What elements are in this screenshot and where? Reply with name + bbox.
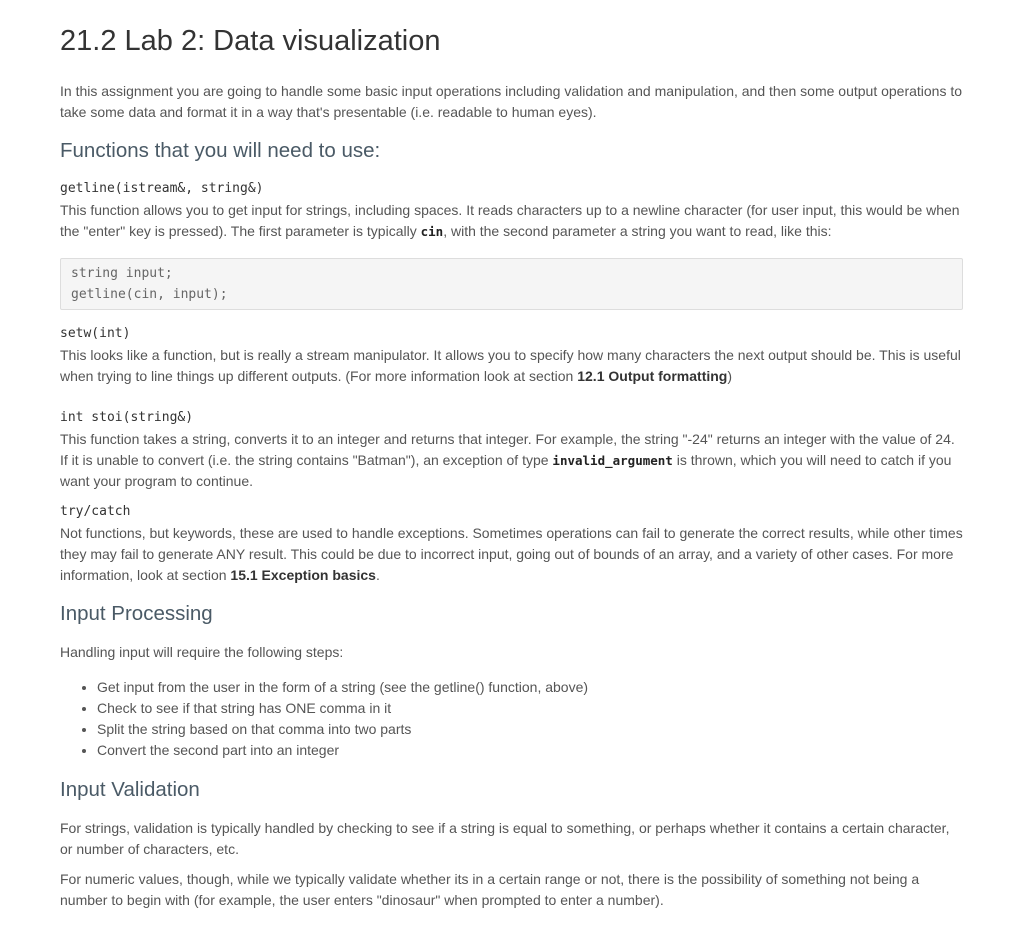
input-steps-list: [60, 677, 964, 761]
invalid-argument-code: invalid_argument: [552, 453, 673, 468]
getline-section: [60, 179, 964, 242]
list-item: • Get input from the user in the form of a string (see the getline() function, above): [97, 677, 964, 698]
code-line: string input;: [71, 266, 173, 281]
trycatch-description: Not functions, but keywords, these are used to handle exceptions. Sometimes operations can fail to generate the correct results, while other times they may fail to generate ANY result. This could be due to incorrect input, going out of bounds of an array, and a variety of other cases. For more information, look at section 15.1 Exception basics.: [60, 525, 963, 583]
input-processing-section: [60, 601, 964, 627]
functions-section: [60, 138, 964, 164]
validation-paragraph: For numeric values, though, while we typically validate whether its in a certain range or not, there is the possibility of something not being a number to begin with (for example, the user enters "dinosaur" when prompted to enter a number).: [60, 871, 920, 908]
getline-code-block: [60, 258, 964, 310]
intro-section: [60, 81, 964, 123]
input-validation-heading: Input Validation: [60, 778, 200, 801]
exception-basics-link[interactable]: 15.1 Exception basics: [230, 567, 376, 583]
input-validation-section: [60, 777, 964, 803]
cin-code: cin: [420, 224, 444, 239]
functions-heading: Functions that you will need to use:: [60, 139, 381, 162]
input-processing-intro: Handling input will require the following steps:: [60, 644, 344, 660]
input-steps-list-wrapper: [60, 677, 964, 761]
validation-para1-wrapper: [60, 818, 964, 860]
output-formatting-link[interactable]: 12.1 Output formatting: [577, 368, 728, 384]
setw-signature: setw(int): [60, 326, 131, 341]
intro-paragraph: In this assignment you are going to handle some basic input operations including validation and manipulation, and then some output operations to take some data and format it in a way that's presentable (i.e. readable to human eyes).: [60, 83, 963, 120]
list-item: • Split the string based on that comma into two parts: [97, 719, 964, 740]
validation-paragraph: For strings, validation is typically handled by checking to see if a string is equal to something, or perhaps whether it contains a certain character, or number of characters, etc.: [60, 820, 950, 857]
getline-description: This function allows you to get input for strings, including spaces. It reads characters up to a newline character (for user input, this would be when the "enter" key is pressed). The first parameter is typically cin, with the second parameter a string you want to read, like this:: [60, 202, 960, 239]
validation-para2-wrapper: [60, 869, 964, 911]
list-item: • Convert the second part into an integer: [97, 740, 964, 761]
input-processing-body: [60, 642, 964, 663]
stoi-description: This function takes a string, converts it to an integer and returns that integer. For example, the string "-24" returns an integer with the value of 24. If it is unable to convert (i.e. the string contains "Batman"), an exception of type invalid_argument is thrown, which you will need to catch if you want your program to continue.: [60, 431, 955, 489]
setw-section: [60, 324, 964, 387]
stoi-section: [60, 408, 964, 492]
trycatch-signature: try/catch: [60, 504, 131, 519]
stoi-signature: int stoi(string&): [60, 410, 194, 425]
getline-signature: getline(istream&, string&): [60, 181, 264, 196]
setw-description: This looks like a function, but is really a stream manipulator. It allows you to specify how many characters the next output should be. This is useful when trying to line things up different outputs. (For more information look at section 12.1 Output formatting): [60, 347, 961, 384]
input-processing-heading: Input Processing: [60, 602, 213, 625]
trycatch-section: [60, 502, 964, 586]
code-line: getline(cin, input);: [71, 287, 228, 302]
lab-page: [60, 0, 964, 908]
list-item: • Check to see if that string has ONE comma in it: [97, 698, 964, 719]
page-title: 21.2 Lab 2: Data visualization: [60, 25, 441, 57]
